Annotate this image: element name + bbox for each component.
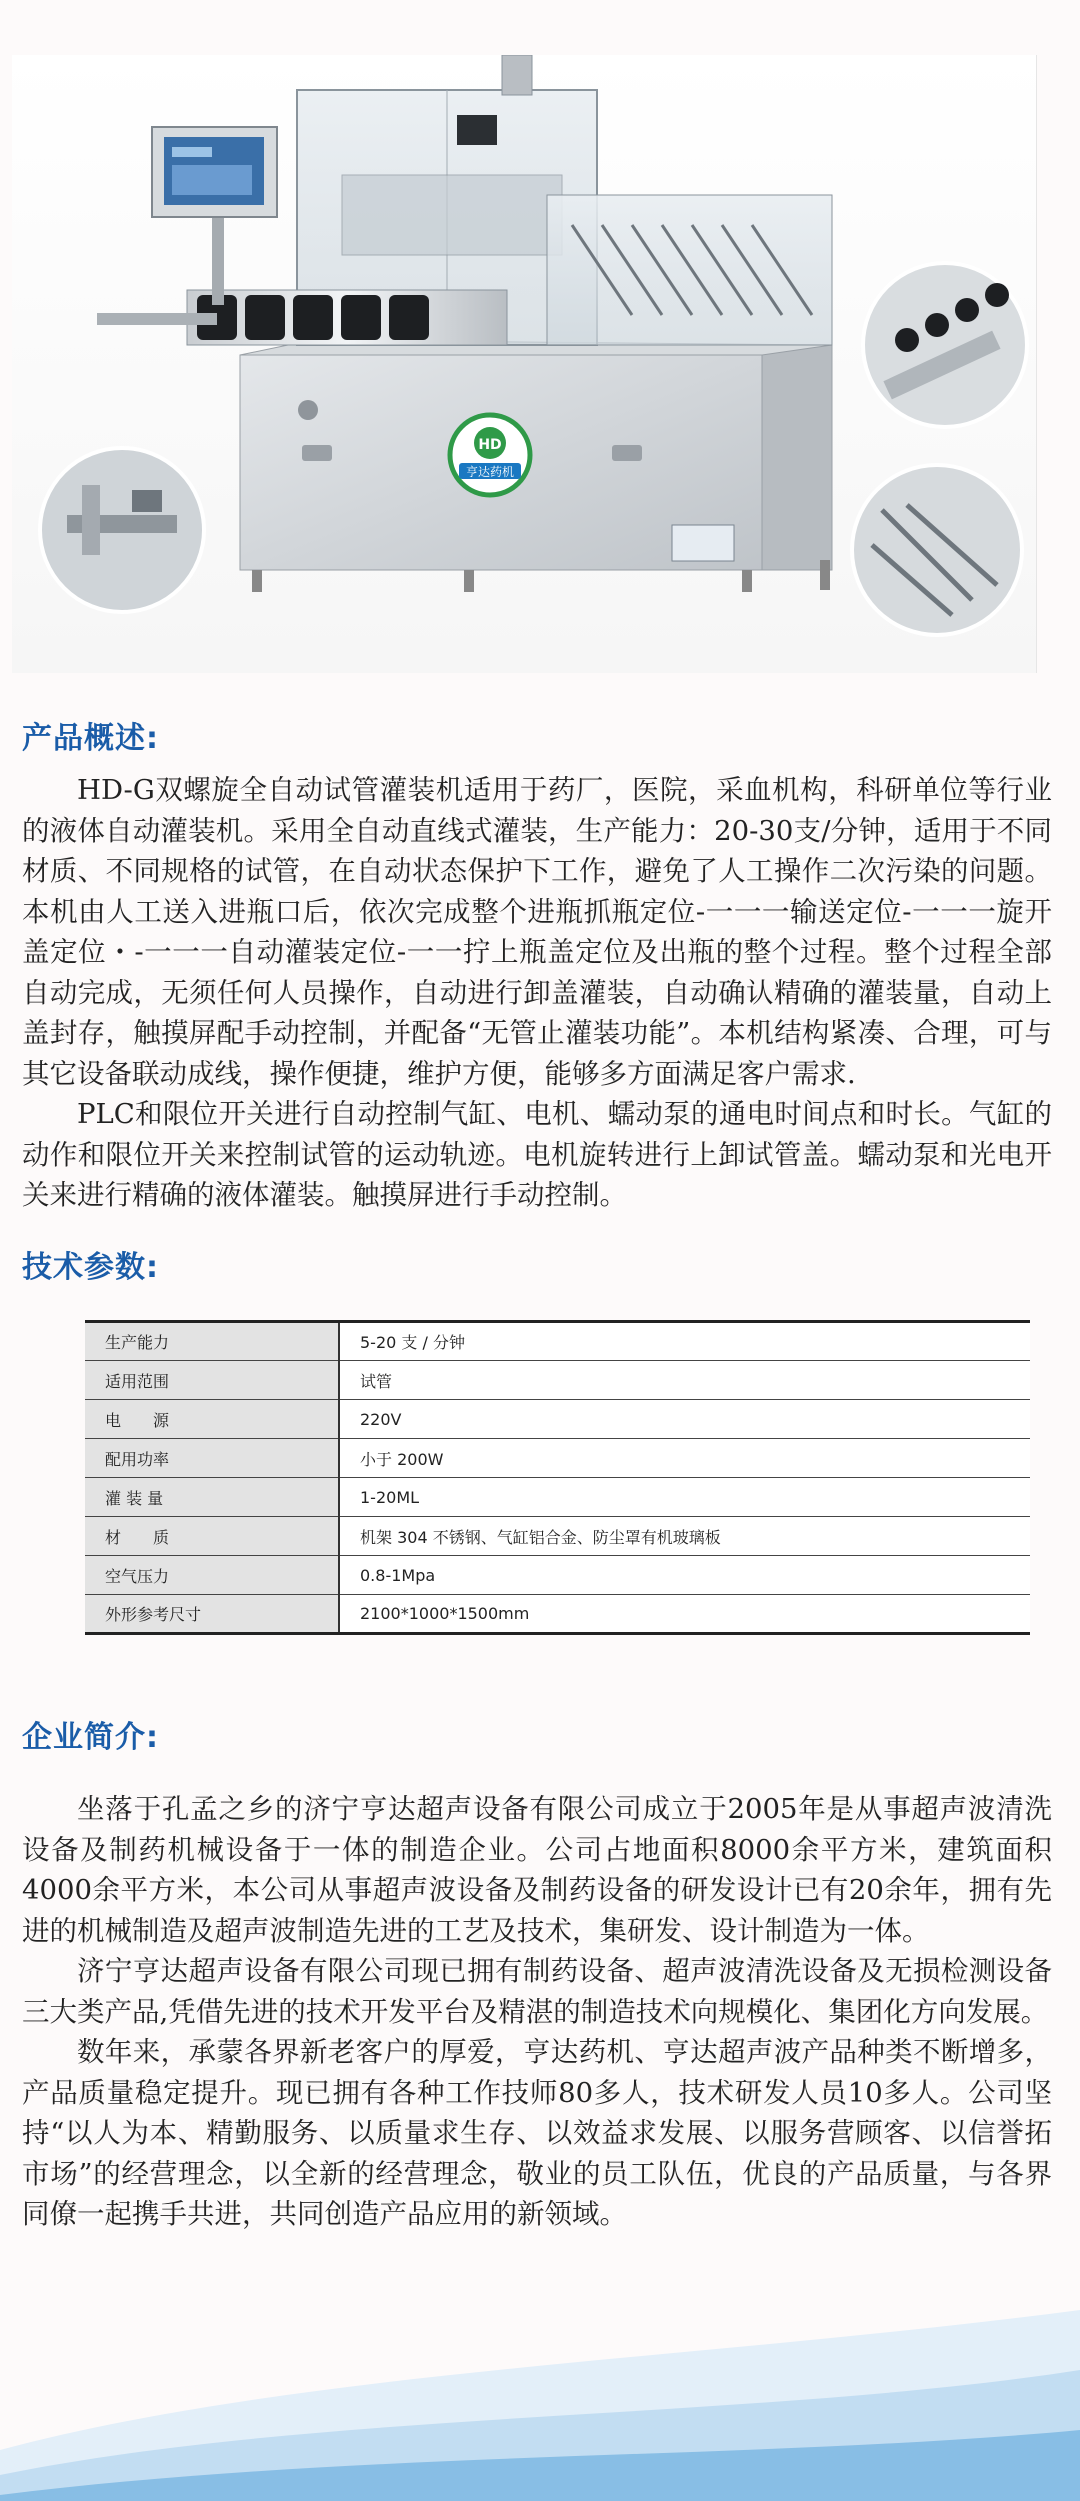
svg-text:HD: HD [478,437,502,453]
spec-value: 试管 [339,1361,1030,1400]
spec-value: 1-20ML [339,1478,1030,1517]
spec-key: 外形参考尺寸 [85,1595,339,1634]
spec-value: 5-20 支 / 分钟 [339,1322,1030,1361]
company-logo [450,415,530,495]
filling-machine-illustration [12,55,1036,673]
table-row [85,1556,1030,1595]
spec-value: 0.8-1Mpa [339,1556,1030,1595]
company-paragraph: 济宁亨达超声设备有限公司现已拥有制药设备、超声波清洗设备及无损检测设备三大类产品,凭借先进的技术开发平台及精湛的制造技术向规模化、集团化方向发展。 [22,1955,1052,2028]
overview-text [22,770,1052,1216]
product-photo [12,55,1037,673]
detail-photo-pumps [863,263,1027,427]
detail-photo-grippers [852,465,1022,635]
spec-value: 2100*1000*1500mm [339,1595,1030,1634]
overview-paragraph: HD-G双螺旋全自动试管灌装机适用于药厂，医院，采血机构，科研单位等行业的液体自动灌装机。采用全自动直线式灌装，生产能力：20-30支/分钟，适用于不同材质、不同规格的试管，在自动状态保护下工作，避免了人工操作二次污染的问题。本机由人工送入进瓶口后，依次完成整个进瓶抓瓶定位-一一一输送定位-一一一旋开盖定位・-一一一自动灌装定位-一一拧上瓶盖定位及出瓶的整个过程。整个过程全部自动完成，无须任何人员操作，自动进行卸盖灌装，自动确认精确的灌装量，自动上盖封存，触摸屏配手动控制，并配备“无管止灌装功能”。本机结构紧凑、合理，可与其它设备联动成线，操作便捷，维护方便，能够多方面满足客户需求. [22,774,1052,1090]
specs-heading: 技术参数: [22,1250,159,1285]
table-row [85,1322,1030,1361]
spec-key: 配用功率 [85,1439,339,1478]
spec-key: 空气压力 [85,1556,339,1595]
tube-rack [547,195,832,345]
company-heading: 企业简介: [22,1720,159,1755]
table-row [85,1517,1030,1556]
peristaltic-pumps [197,295,429,340]
spec-key: 灌 装 量 [85,1478,339,1517]
company-paragraph: 坐落于孔孟之乡的济宁亨达超声设备有限公司成立于2005年是从事超声波清洗设备及制药机械设备于一体的制造企业。公司占地面积8000余平方米，建筑面积4000余平方米，本公司从事超声波设备及制药设备的研发设计已有20余年，拥有先进的机械制造及超声波制造先进的工艺及技术，集研发、设计制造为一体。 [22,1793,1052,1947]
spec-value: 机架 304 不锈钢、气缸铝合金、防尘罩有机玻璃板 [339,1517,1030,1556]
spec-value: 220V [339,1400,1030,1439]
specs-table [85,1320,1030,1635]
svg-text:亨达药机: 亨达药机 [465,465,515,479]
company-paragraph: 数年来，承蒙各界新老客户的厚爱，亨达药机、亨达超声波产品种类不断增多，产品质量稳定提升。现已拥有各种工作技师80多人，技术研发人员10多人。公司坚持“以人为本、精勤服务、以质量求生存、以效益求发展、以服务营顾客、以信誉拓市场”的经营理念，以全新的经营理念，敬业的员工队伍，优良的产品质量，与各界同僚一起携手共进，共同创造产品应用的新领域。 [22,2036,1052,2230]
spec-value: 小于 200W [339,1439,1030,1478]
detail-photo-mechanism [40,448,204,612]
overview-paragraph: PLC和限位开关进行自动控制气缸、电机、蠕动泵的通电时间点和时长。气缸的动作和限位开关来控制试管的运动轨迹。电机旋转进行上卸试管盖。蠕动泵和光电开关来进行精确的液体灌装。触摸屏进行手动控制。 [22,1098,1052,1211]
table-row [85,1361,1030,1400]
table-row [85,1478,1030,1517]
overview-heading: 产品概述: [22,721,159,756]
touch-screen [152,127,277,217]
spec-key: 适用范围 [85,1361,339,1400]
spec-key: 材 质 [85,1517,339,1556]
table-row [85,1400,1030,1439]
decorative-wave [0,2300,1080,2501]
table-row [85,1595,1030,1634]
spec-key: 电 源 [85,1400,339,1439]
company-text [22,1789,1052,2235]
spec-key: 生产能力 [85,1322,339,1361]
table-row [85,1439,1030,1478]
